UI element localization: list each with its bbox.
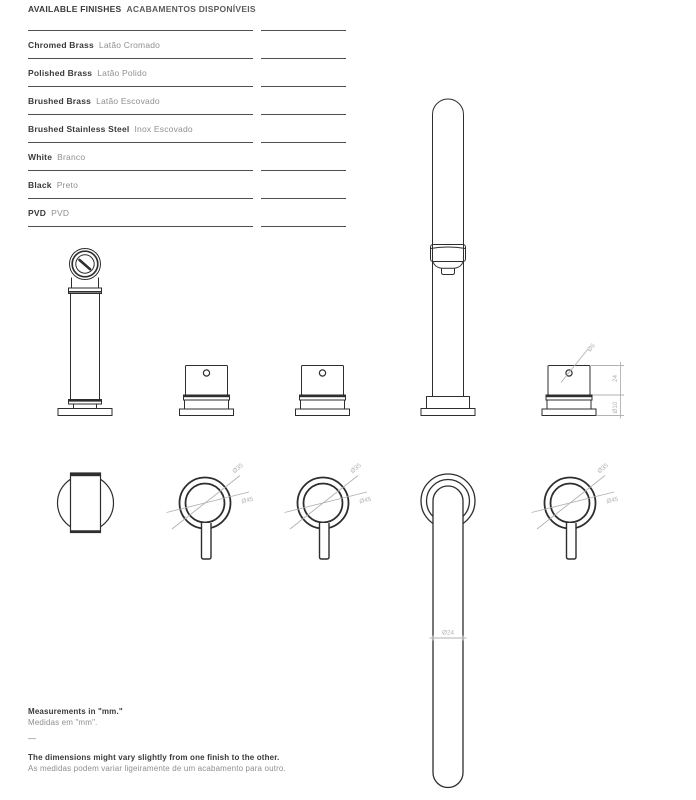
spout-capsule	[433, 486, 463, 788]
dim-label-spout-diameter: Ø24	[442, 629, 454, 637]
finish-name-en: Black	[28, 179, 52, 190]
knob-skirt	[185, 400, 229, 409]
knob-skirt	[301, 400, 345, 409]
variation-note-pt: As medidas podem variar ligeiramente de um acabamento para outro.	[28, 763, 286, 773]
spout-collar-curve	[431, 247, 466, 249]
base-plate	[421, 409, 475, 416]
handle-lever-stem	[320, 523, 330, 559]
head-screw-slot	[80, 260, 91, 269]
body-top-band	[71, 473, 101, 476]
dim-label-outer-diameter: Ø45	[358, 495, 373, 506]
page-title-pt: ACABAMENTOS DISPONÍVEIS	[126, 4, 256, 14]
dim-label-inner-diameter: Ø35	[596, 462, 610, 476]
base-plate	[58, 409, 112, 416]
finish-name-en: Chromed Brass	[28, 39, 94, 50]
dim-label-outer-diameter: Ø45	[605, 495, 620, 506]
dim-label-outer-diameter: Ø45	[240, 495, 255, 506]
measurements-note-en: Measurements in "mm."	[28, 707, 123, 716]
drawing-handle-top-view-1	[167, 462, 255, 559]
knob-skirt	[547, 400, 591, 409]
base-plate	[296, 409, 350, 416]
measurements-note-pt: Medidas em "mm".	[28, 718, 98, 728]
knob-pin	[203, 370, 209, 376]
base-plate	[180, 409, 234, 416]
drawing-spout-side-view	[421, 99, 475, 416]
knob-pin	[319, 370, 325, 376]
neck-collar	[69, 288, 102, 294]
drawing-handle-side-view-2	[296, 366, 350, 416]
drawing-handshower-side-view	[58, 249, 112, 416]
body-cylinder	[71, 294, 100, 400]
finish-name-pt: PVD	[51, 207, 70, 218]
finish-name-pt: Latão Polido	[97, 67, 147, 78]
footer-notes	[28, 706, 286, 774]
dim-label-inner-diameter: Ø35	[231, 462, 245, 476]
dim-label-pin-diameter: Ø6	[586, 342, 597, 354]
base-stem	[74, 404, 97, 409]
finish-name-pt: Latão Escovado	[96, 95, 160, 106]
finish-name-pt: Inox Escovado	[134, 123, 193, 134]
drawing-handshower-top-view	[58, 473, 114, 533]
finish-name-en: Brushed Stainless Steel	[28, 123, 130, 134]
footer-divider: —	[28, 734, 37, 744]
dim-label-handle-height: 24	[612, 374, 619, 382]
finish-name-pt: Branco	[57, 151, 86, 162]
base-step	[427, 397, 470, 409]
drawing-handle-top-view-2	[285, 462, 373, 559]
variation-note-en: The dimensions might vary slightly from one finish to the other.	[28, 752, 280, 762]
page-title-en: AVAILABLE FINISHES	[28, 4, 122, 14]
finish-name-pt: Latão Cromado	[98, 39, 161, 50]
finish-name-pt: Preto	[56, 179, 79, 190]
aerator-housing	[433, 262, 463, 268]
drawing-handle-top-view-3	[532, 462, 620, 559]
body-rect	[71, 473, 101, 533]
dim-label-inner-diameter: Ø35	[349, 462, 363, 476]
finish-name-en: PVD	[28, 207, 47, 218]
finish-name-en: Polished Brass	[28, 67, 93, 78]
base-plate	[542, 409, 596, 416]
drawing-spout-top-view	[421, 474, 475, 788]
handle-lever-stem	[202, 523, 212, 559]
handle-lever-stem	[567, 523, 577, 559]
finish-name-en: Brushed Brass	[28, 95, 92, 106]
dim-label-handle-base: Ø10	[612, 401, 619, 414]
finish-name-en: White	[28, 151, 53, 162]
aerator-tip	[442, 268, 455, 274]
dimensions-handle-side	[561, 342, 624, 419]
drawing-handle-side-view-1	[180, 366, 234, 416]
